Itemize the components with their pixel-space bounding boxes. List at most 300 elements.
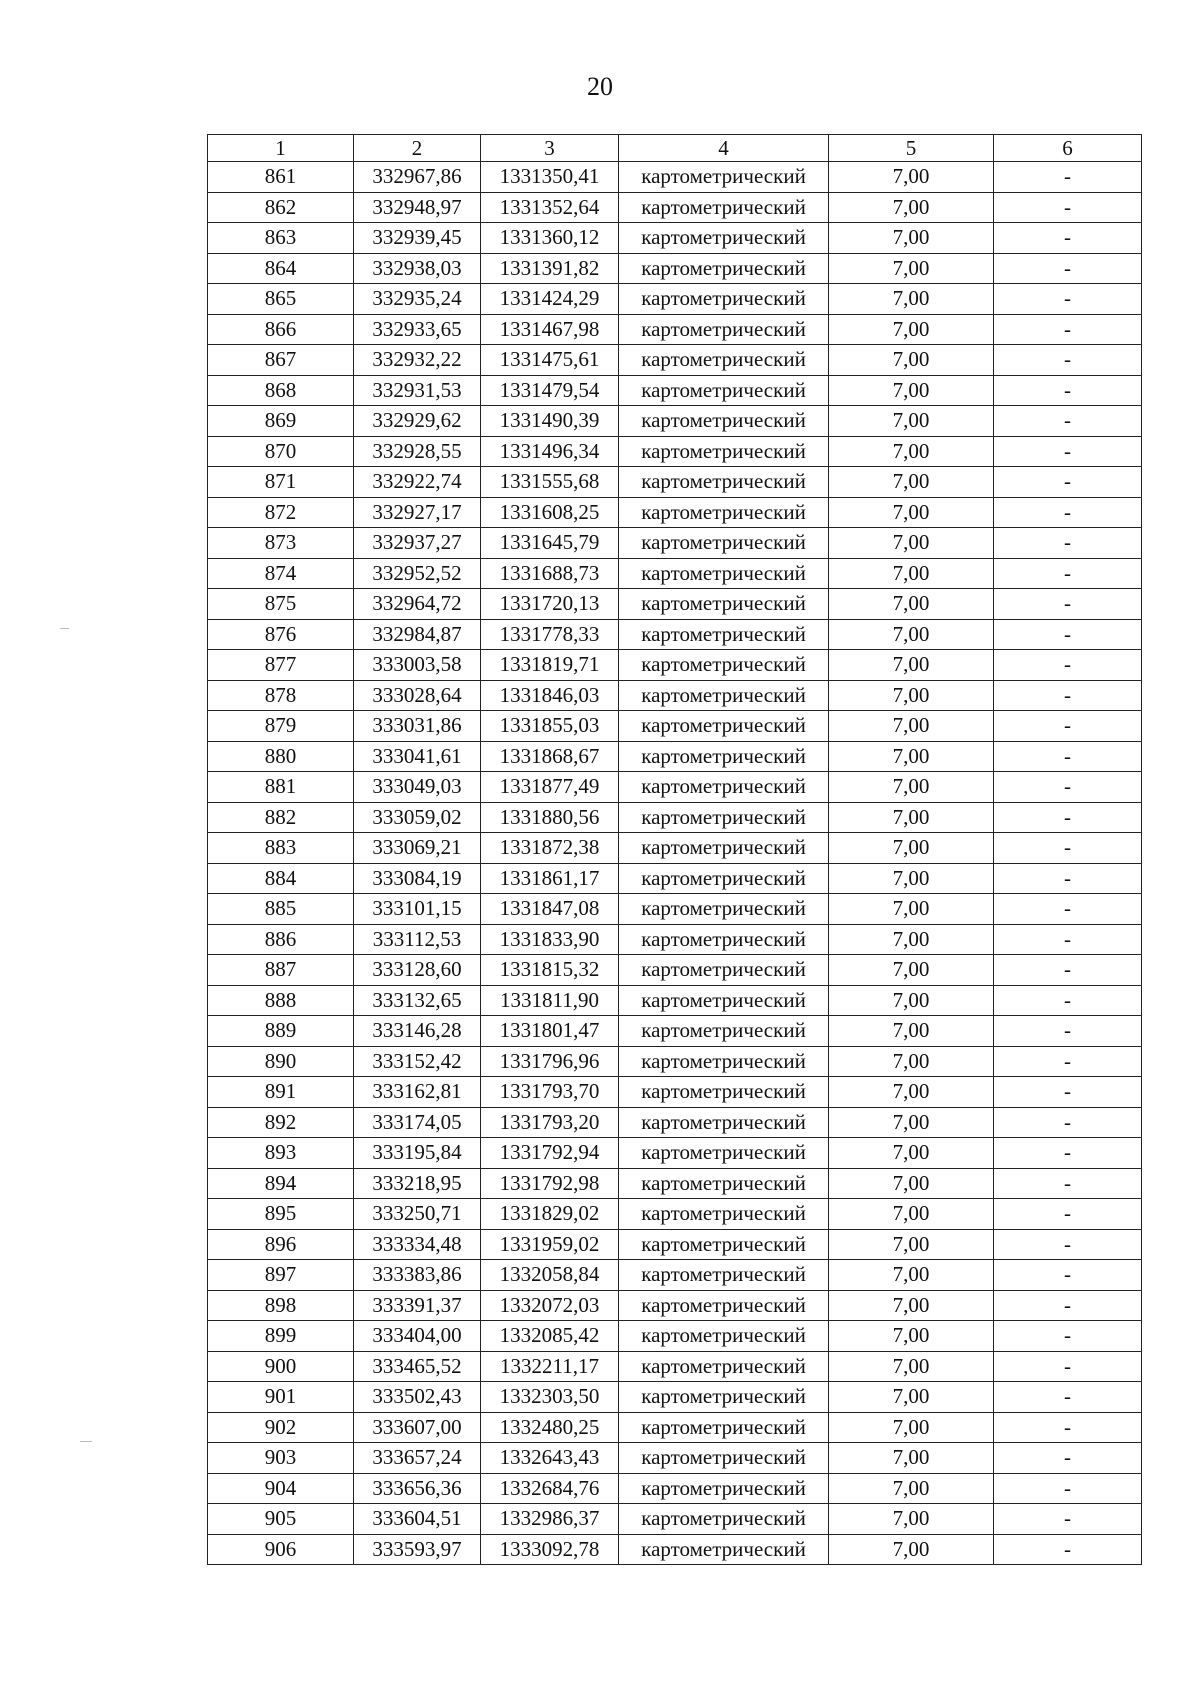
method-cell: картометрический: [619, 436, 829, 467]
y-coordinate-cell: 1332303,50: [481, 1382, 619, 1413]
point-number-cell: 891: [208, 1077, 354, 1108]
point-number-cell: 863: [208, 223, 354, 254]
note-cell: -: [994, 436, 1142, 467]
point-number-cell: 875: [208, 589, 354, 620]
y-coordinate-cell: 1332072,03: [481, 1290, 619, 1321]
y-coordinate-cell: 1331360,12: [481, 223, 619, 254]
accuracy-cell: 7,00: [829, 680, 994, 711]
x-coordinate-cell: 332931,53: [354, 375, 481, 406]
accuracy-cell: 7,00: [829, 1351, 994, 1382]
x-coordinate-cell: 333031,86: [354, 711, 481, 742]
note-cell: -: [994, 589, 1142, 620]
point-number-cell: 893: [208, 1138, 354, 1169]
x-coordinate-cell: 332922,74: [354, 467, 481, 498]
method-cell: картометрический: [619, 1229, 829, 1260]
method-cell: картометрический: [619, 863, 829, 894]
x-coordinate-cell: 333059,02: [354, 802, 481, 833]
method-cell: картометрический: [619, 1168, 829, 1199]
accuracy-cell: 7,00: [829, 955, 994, 986]
x-coordinate-cell: 333502,43: [354, 1382, 481, 1413]
y-coordinate-cell: 1331861,17: [481, 863, 619, 894]
point-number-cell: 886: [208, 924, 354, 955]
table-row: [208, 253, 1142, 284]
accuracy-cell: 7,00: [829, 833, 994, 864]
column-header: 1: [208, 135, 354, 162]
table-row: [208, 406, 1142, 437]
y-coordinate-cell: 1332480,25: [481, 1412, 619, 1443]
y-coordinate-cell: 1331796,96: [481, 1046, 619, 1077]
y-coordinate-cell: 1331490,39: [481, 406, 619, 437]
method-cell: картометрический: [619, 1077, 829, 1108]
accuracy-cell: 7,00: [829, 1107, 994, 1138]
method-cell: картометрический: [619, 192, 829, 223]
accuracy-cell: 7,00: [829, 345, 994, 376]
note-cell: -: [994, 1107, 1142, 1138]
x-coordinate-cell: 332984,87: [354, 619, 481, 650]
x-coordinate-cell: 332929,62: [354, 406, 481, 437]
table-row: [208, 1138, 1142, 1169]
point-number-cell: 869: [208, 406, 354, 437]
table-row: [208, 1382, 1142, 1413]
y-coordinate-cell: 1331391,82: [481, 253, 619, 284]
point-number-cell: 873: [208, 528, 354, 559]
accuracy-cell: 7,00: [829, 619, 994, 650]
method-cell: картометрический: [619, 253, 829, 284]
table-row: [208, 1290, 1142, 1321]
point-number-cell: 900: [208, 1351, 354, 1382]
method-cell: картометрический: [619, 1351, 829, 1382]
x-coordinate-cell: 333003,58: [354, 650, 481, 681]
method-cell: картометрический: [619, 1443, 829, 1474]
column-header: 3: [481, 135, 619, 162]
accuracy-cell: 7,00: [829, 650, 994, 681]
y-coordinate-cell: 1331846,03: [481, 680, 619, 711]
method-cell: картометрический: [619, 1473, 829, 1504]
table-row: [208, 1443, 1142, 1474]
note-cell: -: [994, 1168, 1142, 1199]
x-coordinate-cell: 333162,81: [354, 1077, 481, 1108]
note-cell: -: [994, 223, 1142, 254]
x-coordinate-cell: 333174,05: [354, 1107, 481, 1138]
y-coordinate-cell: 1331868,67: [481, 741, 619, 772]
point-number-cell: 865: [208, 284, 354, 315]
y-coordinate-cell: 1331833,90: [481, 924, 619, 955]
method-cell: картометрический: [619, 1199, 829, 1230]
y-coordinate-cell: 1331877,49: [481, 772, 619, 803]
accuracy-cell: 7,00: [829, 1473, 994, 1504]
table-row: [208, 1351, 1142, 1382]
x-coordinate-cell: 333049,03: [354, 772, 481, 803]
note-cell: -: [994, 619, 1142, 650]
point-number-cell: 906: [208, 1534, 354, 1565]
note-cell: -: [994, 1046, 1142, 1077]
x-coordinate-cell: 332948,97: [354, 192, 481, 223]
accuracy-cell: 7,00: [829, 802, 994, 833]
point-number-cell: 862: [208, 192, 354, 223]
y-coordinate-cell: 1331608,25: [481, 497, 619, 528]
point-number-cell: 884: [208, 863, 354, 894]
note-cell: -: [994, 772, 1142, 803]
x-coordinate-cell: 332939,45: [354, 223, 481, 254]
point-number-cell: 902: [208, 1412, 354, 1443]
x-coordinate-cell: 333195,84: [354, 1138, 481, 1169]
point-number-cell: 888: [208, 985, 354, 1016]
x-coordinate-cell: 333152,42: [354, 1046, 481, 1077]
y-coordinate-cell: 1331811,90: [481, 985, 619, 1016]
method-cell: картометрический: [619, 1382, 829, 1413]
note-cell: -: [994, 985, 1142, 1016]
table-row: [208, 162, 1142, 193]
note-cell: -: [994, 863, 1142, 894]
accuracy-cell: 7,00: [829, 528, 994, 559]
accuracy-cell: 7,00: [829, 711, 994, 742]
note-cell: -: [994, 406, 1142, 437]
method-cell: картометрический: [619, 528, 829, 559]
method-cell: картометрический: [619, 894, 829, 925]
note-cell: -: [994, 1260, 1142, 1291]
y-coordinate-cell: 1333092,78: [481, 1534, 619, 1565]
accuracy-cell: 7,00: [829, 284, 994, 315]
point-number-cell: 874: [208, 558, 354, 589]
note-cell: -: [994, 1534, 1142, 1565]
y-coordinate-cell: 1331688,73: [481, 558, 619, 589]
y-coordinate-cell: 1331555,68: [481, 467, 619, 498]
accuracy-cell: 7,00: [829, 924, 994, 955]
y-coordinate-cell: 1331467,98: [481, 314, 619, 345]
note-cell: -: [994, 162, 1142, 193]
table-row: [208, 375, 1142, 406]
point-number-cell: 867: [208, 345, 354, 376]
note-cell: -: [994, 1351, 1142, 1382]
table-row: [208, 1473, 1142, 1504]
point-number-cell: 879: [208, 711, 354, 742]
note-cell: -: [994, 1138, 1142, 1169]
point-number-cell: 896: [208, 1229, 354, 1260]
y-coordinate-cell: 1331793,20: [481, 1107, 619, 1138]
table-row: [208, 1534, 1142, 1565]
accuracy-cell: 7,00: [829, 1382, 994, 1413]
accuracy-cell: 7,00: [829, 772, 994, 803]
method-cell: картометрический: [619, 1534, 829, 1565]
x-coordinate-cell: 333604,51: [354, 1504, 481, 1535]
accuracy-cell: 7,00: [829, 1016, 994, 1047]
x-coordinate-cell: 333404,00: [354, 1321, 481, 1352]
y-coordinate-cell: 1332211,17: [481, 1351, 619, 1382]
point-number-cell: 890: [208, 1046, 354, 1077]
x-coordinate-cell: 332935,24: [354, 284, 481, 315]
table-row: [208, 650, 1142, 681]
table-row: [208, 1168, 1142, 1199]
method-cell: картометрический: [619, 223, 829, 254]
table-row: [208, 345, 1142, 376]
point-number-cell: 861: [208, 162, 354, 193]
method-cell: картометрический: [619, 406, 829, 437]
accuracy-cell: 7,00: [829, 1199, 994, 1230]
table-row: [208, 314, 1142, 345]
x-coordinate-cell: 333593,97: [354, 1534, 481, 1565]
table-row: [208, 955, 1142, 986]
point-number-cell: 889: [208, 1016, 354, 1047]
table-row: [208, 802, 1142, 833]
page-number: 20: [587, 72, 613, 101]
column-header: 4: [619, 135, 829, 162]
y-coordinate-cell: 1331479,54: [481, 375, 619, 406]
x-coordinate-cell: 333334,48: [354, 1229, 481, 1260]
note-cell: -: [994, 284, 1142, 315]
accuracy-cell: 7,00: [829, 253, 994, 284]
column-header: 5: [829, 135, 994, 162]
accuracy-cell: 7,00: [829, 1534, 994, 1565]
x-coordinate-cell: 332927,17: [354, 497, 481, 528]
point-number-cell: 901: [208, 1382, 354, 1413]
point-number-cell: 897: [208, 1260, 354, 1291]
y-coordinate-cell: 1331352,64: [481, 192, 619, 223]
method-cell: картометрический: [619, 680, 829, 711]
y-coordinate-cell: 1331496,34: [481, 436, 619, 467]
x-coordinate-cell: 333465,52: [354, 1351, 481, 1382]
y-coordinate-cell: 1331847,08: [481, 894, 619, 925]
x-coordinate-cell: 333132,65: [354, 985, 481, 1016]
note-cell: -: [994, 192, 1142, 223]
accuracy-cell: 7,00: [829, 406, 994, 437]
accuracy-cell: 7,00: [829, 467, 994, 498]
x-coordinate-cell: 332952,52: [354, 558, 481, 589]
point-number-cell: 898: [208, 1290, 354, 1321]
note-cell: -: [994, 924, 1142, 955]
table-body: [208, 162, 1142, 1565]
table-row: [208, 1046, 1142, 1077]
x-coordinate-cell: 332937,27: [354, 528, 481, 559]
y-coordinate-cell: 1331819,71: [481, 650, 619, 681]
accuracy-cell: 7,00: [829, 162, 994, 193]
y-coordinate-cell: 1331350,41: [481, 162, 619, 193]
point-number-cell: 871: [208, 467, 354, 498]
method-cell: картометрический: [619, 1412, 829, 1443]
table-row: [208, 1077, 1142, 1108]
note-cell: -: [994, 1443, 1142, 1474]
method-cell: картометрический: [619, 467, 829, 498]
method-cell: картометрический: [619, 833, 829, 864]
note-cell: -: [994, 1504, 1142, 1535]
table-row: [208, 528, 1142, 559]
point-number-cell: 868: [208, 375, 354, 406]
accuracy-cell: 7,00: [829, 1443, 994, 1474]
note-cell: -: [994, 1077, 1142, 1108]
point-number-cell: 866: [208, 314, 354, 345]
y-coordinate-cell: 1331829,02: [481, 1199, 619, 1230]
accuracy-cell: 7,00: [829, 223, 994, 254]
accuracy-cell: 7,00: [829, 1168, 994, 1199]
point-number-cell: 880: [208, 741, 354, 772]
point-number-cell: 895: [208, 1199, 354, 1230]
table-row: [208, 1504, 1142, 1535]
note-cell: -: [994, 1290, 1142, 1321]
point-number-cell: 894: [208, 1168, 354, 1199]
table-row: [208, 1229, 1142, 1260]
table-row: [208, 558, 1142, 589]
note-cell: -: [994, 375, 1142, 406]
method-cell: картометрический: [619, 1504, 829, 1535]
point-number-cell: 882: [208, 802, 354, 833]
accuracy-cell: 7,00: [829, 1260, 994, 1291]
x-coordinate-cell: 333657,24: [354, 1443, 481, 1474]
method-cell: картометрический: [619, 1016, 829, 1047]
x-coordinate-cell: 332938,03: [354, 253, 481, 284]
method-cell: картометрический: [619, 1046, 829, 1077]
point-number-cell: 877: [208, 650, 354, 681]
accuracy-cell: 7,00: [829, 375, 994, 406]
table-row: [208, 1412, 1142, 1443]
note-cell: -: [994, 345, 1142, 376]
y-coordinate-cell: 1331475,61: [481, 345, 619, 376]
point-number-cell: 885: [208, 894, 354, 925]
method-cell: картометрический: [619, 802, 829, 833]
method-cell: картометрический: [619, 1290, 829, 1321]
accuracy-cell: 7,00: [829, 741, 994, 772]
column-header: 6: [994, 135, 1142, 162]
table-row: [208, 497, 1142, 528]
x-coordinate-cell: 332933,65: [354, 314, 481, 345]
note-cell: -: [994, 467, 1142, 498]
y-coordinate-cell: 1331801,47: [481, 1016, 619, 1047]
accuracy-cell: 7,00: [829, 497, 994, 528]
accuracy-cell: 7,00: [829, 1412, 994, 1443]
y-coordinate-cell: 1331855,03: [481, 711, 619, 742]
accuracy-cell: 7,00: [829, 314, 994, 345]
point-number-cell: 876: [208, 619, 354, 650]
table-row: [208, 284, 1142, 315]
point-number-cell: 903: [208, 1443, 354, 1474]
note-cell: -: [994, 1229, 1142, 1260]
header-row: [208, 135, 1142, 162]
point-number-cell: 872: [208, 497, 354, 528]
accuracy-cell: 7,00: [829, 1504, 994, 1535]
point-number-cell: 905: [208, 1504, 354, 1535]
method-cell: картометрический: [619, 619, 829, 650]
note-cell: -: [994, 1382, 1142, 1413]
point-number-cell: 887: [208, 955, 354, 986]
y-coordinate-cell: 1331880,56: [481, 802, 619, 833]
method-cell: картометрический: [619, 772, 829, 803]
x-coordinate-cell: 332932,22: [354, 345, 481, 376]
method-cell: картометрический: [619, 741, 829, 772]
note-cell: -: [994, 741, 1142, 772]
accuracy-cell: 7,00: [829, 192, 994, 223]
note-cell: -: [994, 894, 1142, 925]
method-cell: картометрический: [619, 650, 829, 681]
note-cell: -: [994, 955, 1142, 986]
y-coordinate-cell: 1331778,33: [481, 619, 619, 650]
y-coordinate-cell: 1331793,70: [481, 1077, 619, 1108]
table-row: [208, 863, 1142, 894]
method-cell: картометрический: [619, 375, 829, 406]
note-cell: -: [994, 528, 1142, 559]
y-coordinate-cell: 1331959,02: [481, 1229, 619, 1260]
table-row: [208, 223, 1142, 254]
x-coordinate-cell: 333069,21: [354, 833, 481, 864]
note-cell: -: [994, 650, 1142, 681]
x-coordinate-cell: 333607,00: [354, 1412, 481, 1443]
accuracy-cell: 7,00: [829, 1290, 994, 1321]
method-cell: картометрический: [619, 589, 829, 620]
accuracy-cell: 7,00: [829, 1046, 994, 1077]
method-cell: картометрический: [619, 345, 829, 376]
table-row: [208, 985, 1142, 1016]
y-coordinate-cell: 1331815,32: [481, 955, 619, 986]
accuracy-cell: 7,00: [829, 1229, 994, 1260]
note-cell: -: [994, 1199, 1142, 1230]
note-cell: -: [994, 1016, 1142, 1047]
y-coordinate-cell: 1331720,13: [481, 589, 619, 620]
column-header: 2: [354, 135, 481, 162]
table-row: [208, 1199, 1142, 1230]
x-coordinate-cell: 332964,72: [354, 589, 481, 620]
y-coordinate-cell: 1331872,38: [481, 833, 619, 864]
table-row: [208, 1107, 1142, 1138]
table-row: [208, 680, 1142, 711]
table-row: [208, 772, 1142, 803]
table-row: [208, 1321, 1142, 1352]
y-coordinate-cell: 1331424,29: [481, 284, 619, 315]
point-number-cell: 883: [208, 833, 354, 864]
method-cell: картометрический: [619, 1107, 829, 1138]
x-coordinate-cell: 333383,86: [354, 1260, 481, 1291]
y-coordinate-cell: 1331792,98: [481, 1168, 619, 1199]
table-row: [208, 436, 1142, 467]
accuracy-cell: 7,00: [829, 863, 994, 894]
table-row: [208, 894, 1142, 925]
method-cell: картометрический: [619, 314, 829, 345]
y-coordinate-cell: 1332684,76: [481, 1473, 619, 1504]
table-row: [208, 467, 1142, 498]
x-coordinate-cell: 332967,86: [354, 162, 481, 193]
point-number-cell: 881: [208, 772, 354, 803]
note-cell: -: [994, 558, 1142, 589]
method-cell: картометрический: [619, 955, 829, 986]
table-row: [208, 192, 1142, 223]
point-number-cell: 899: [208, 1321, 354, 1352]
y-coordinate-cell: 1332085,42: [481, 1321, 619, 1352]
note-cell: -: [994, 1412, 1142, 1443]
x-coordinate-cell: 333656,36: [354, 1473, 481, 1504]
table-row: [208, 1016, 1142, 1047]
method-cell: картометрический: [619, 711, 829, 742]
x-coordinate-cell: 333218,95: [354, 1168, 481, 1199]
x-coordinate-cell: 333101,15: [354, 894, 481, 925]
accuracy-cell: 7,00: [829, 558, 994, 589]
note-cell: -: [994, 314, 1142, 345]
table-row: [208, 619, 1142, 650]
point-number-cell: 878: [208, 680, 354, 711]
note-cell: -: [994, 802, 1142, 833]
point-number-cell: 864: [208, 253, 354, 284]
point-number-cell: 892: [208, 1107, 354, 1138]
x-coordinate-cell: 333084,19: [354, 863, 481, 894]
y-coordinate-cell: 1332643,43: [481, 1443, 619, 1474]
table-row: [208, 1260, 1142, 1291]
method-cell: картометрический: [619, 284, 829, 315]
method-cell: картометрический: [619, 497, 829, 528]
method-cell: картометрический: [619, 558, 829, 589]
point-number-cell: 904: [208, 1473, 354, 1504]
note-cell: -: [994, 497, 1142, 528]
x-coordinate-cell: 333041,61: [354, 741, 481, 772]
x-coordinate-cell: 333112,53: [354, 924, 481, 955]
x-coordinate-cell: 333028,64: [354, 680, 481, 711]
method-cell: картометрический: [619, 985, 829, 1016]
accuracy-cell: 7,00: [829, 894, 994, 925]
accuracy-cell: 7,00: [829, 985, 994, 1016]
